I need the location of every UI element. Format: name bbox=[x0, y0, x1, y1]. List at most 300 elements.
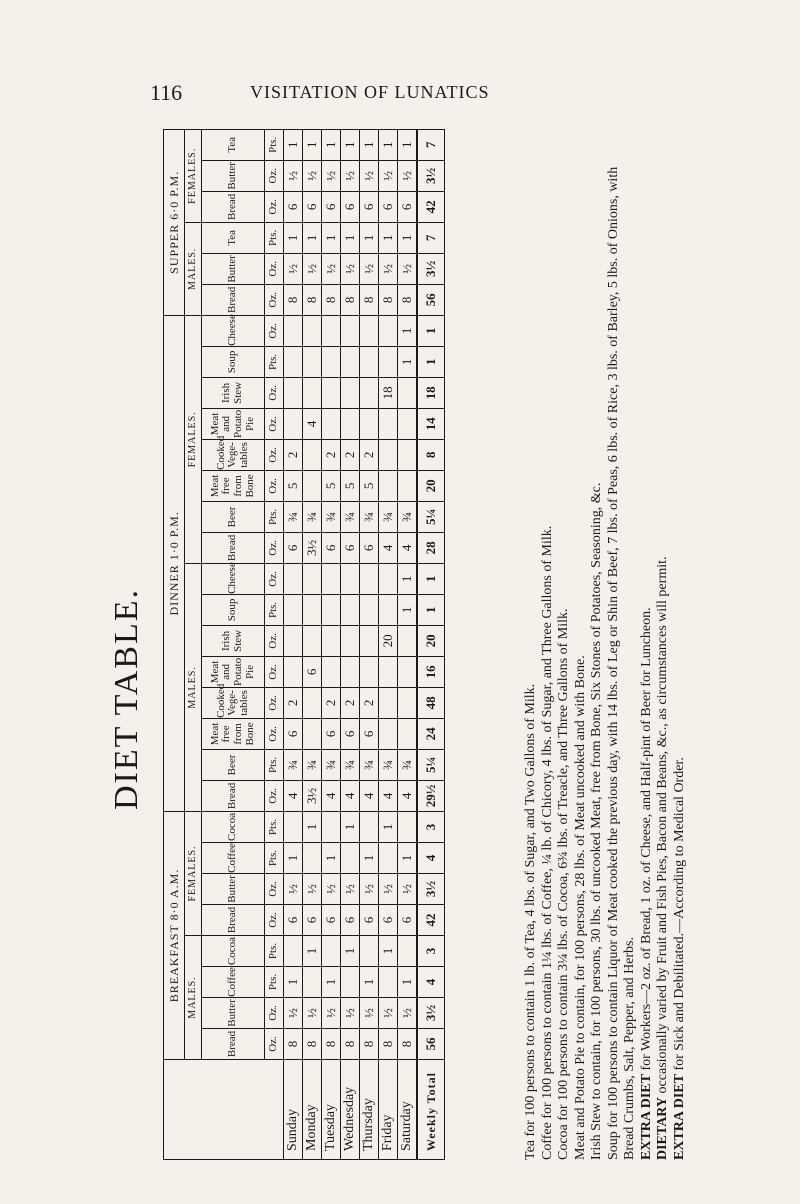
table-cell bbox=[341, 377, 360, 408]
weekly-total-cell: 42 bbox=[417, 191, 445, 222]
item-header: Bread bbox=[202, 532, 265, 563]
table-cell: ½ bbox=[360, 874, 379, 905]
table-cell: ½ bbox=[284, 253, 303, 284]
weekly-total-cell: 28 bbox=[417, 532, 445, 563]
table-cell: 6 bbox=[284, 718, 303, 749]
item-header: Soup bbox=[202, 346, 265, 377]
weekly-total-cell: 24 bbox=[417, 718, 445, 749]
unit-header: Oz. bbox=[265, 160, 284, 191]
item-header: Butter bbox=[202, 253, 265, 284]
note-text: occasionally varied by Fruit and Fish Pies, Bacon and Beans, &c., as circumstances will permit. bbox=[655, 556, 670, 1094]
unit-header: Oz. bbox=[265, 625, 284, 656]
table-cell: 2 bbox=[322, 439, 341, 470]
table-cell bbox=[360, 811, 379, 842]
table-cell: 5 bbox=[341, 470, 360, 501]
table-cell: 6 bbox=[398, 191, 418, 222]
table-cell: 1 bbox=[341, 129, 360, 160]
table-cell: 18 bbox=[379, 377, 398, 408]
table-cell: 2 bbox=[341, 687, 360, 718]
table-cell bbox=[322, 377, 341, 408]
table-cell: 1 bbox=[341, 222, 360, 253]
table-cell bbox=[322, 656, 341, 687]
meal-header: BREAKFAST 8·0 A.M. bbox=[164, 811, 185, 1059]
table-cell: 6 bbox=[322, 191, 341, 222]
table-cell: 5 bbox=[360, 470, 379, 501]
note-label: EXTRA DIET bbox=[671, 1074, 687, 1160]
table-cell bbox=[398, 625, 418, 656]
diet-note bbox=[672, 130, 689, 1160]
sex-header: FEMALES. bbox=[185, 315, 202, 563]
table-cell: 6 bbox=[379, 905, 398, 936]
table-cell: 4 bbox=[360, 780, 379, 811]
table-row bbox=[341, 129, 360, 1159]
table-cell bbox=[360, 563, 379, 594]
table-cell bbox=[341, 967, 360, 998]
weekly-total-label: Weekly Total bbox=[417, 1060, 445, 1160]
item-header: Soup bbox=[202, 594, 265, 625]
table-cell: ¾ bbox=[303, 749, 322, 780]
table-cell: ½ bbox=[284, 160, 303, 191]
unit-header: Pts. bbox=[265, 749, 284, 780]
sex-header: MALES. bbox=[185, 563, 202, 811]
table-cell bbox=[398, 936, 418, 967]
weekly-total-cell: 3½ bbox=[417, 253, 445, 284]
item-header: Bread bbox=[202, 1029, 265, 1060]
table-cell: 4 bbox=[341, 780, 360, 811]
table-row bbox=[398, 129, 418, 1159]
note-text: Cocoa for 100 persons to contain 3¼ lbs. of Cocoa, 6¾ lbs. of Treacle, and Three Gallons of Milk. bbox=[556, 608, 571, 1160]
table-cell: ½ bbox=[379, 998, 398, 1029]
table-cell bbox=[398, 718, 418, 749]
table-cell: 8 bbox=[398, 1029, 418, 1060]
table-cell: ½ bbox=[341, 874, 360, 905]
table-cell: ½ bbox=[360, 253, 379, 284]
table-cell: 4 bbox=[398, 780, 418, 811]
table-cell bbox=[322, 594, 341, 625]
table-cell: 8 bbox=[398, 284, 418, 315]
table-cell: 8 bbox=[379, 1029, 398, 1060]
unit-header: Pts. bbox=[265, 222, 284, 253]
table-cell: 4 bbox=[379, 532, 398, 563]
table-cell: ¾ bbox=[379, 501, 398, 532]
item-header: Irish Stew bbox=[202, 625, 265, 656]
table-cell: 1 bbox=[284, 222, 303, 253]
table-cell: 1 bbox=[303, 129, 322, 160]
table-cell: ½ bbox=[303, 874, 322, 905]
weekly-total-cell: 5¼ bbox=[417, 501, 445, 532]
item-header: Beer bbox=[202, 501, 265, 532]
weekly-total-cell: 4 bbox=[417, 967, 445, 998]
unit-header: Pts. bbox=[265, 346, 284, 377]
table-cell: 5 bbox=[322, 470, 341, 501]
table-cell: 5 bbox=[284, 470, 303, 501]
weekly-total-cell: 20 bbox=[417, 470, 445, 501]
weekly-total-cell: 1 bbox=[417, 346, 445, 377]
page-number: 116 bbox=[150, 80, 183, 105]
note-label: DIETARY bbox=[655, 1096, 670, 1160]
table-cell bbox=[379, 656, 398, 687]
item-header: Meat and Potato Pie bbox=[202, 408, 265, 439]
table-cell: 2 bbox=[341, 439, 360, 470]
weekly-total-cell: 14 bbox=[417, 408, 445, 439]
table-cell bbox=[284, 811, 303, 842]
table-cell bbox=[322, 408, 341, 439]
table-cell: 6 bbox=[360, 191, 379, 222]
table-cell: ¾ bbox=[341, 749, 360, 780]
table-cell: ½ bbox=[284, 874, 303, 905]
day-label: Friday bbox=[379, 1060, 398, 1160]
table-cell: 8 bbox=[284, 284, 303, 315]
sex-header: FEMALES. bbox=[185, 129, 202, 222]
table-cell: 1 bbox=[341, 811, 360, 842]
table-cell: ½ bbox=[341, 160, 360, 191]
table-cell: 6 bbox=[360, 718, 379, 749]
table-cell: ½ bbox=[322, 160, 341, 191]
sex-header: MALES. bbox=[185, 222, 202, 315]
day-label: Tuesday bbox=[322, 1060, 341, 1160]
unit-header: Oz. bbox=[265, 377, 284, 408]
unit-header: Oz. bbox=[265, 718, 284, 749]
table-cell: 1 bbox=[284, 129, 303, 160]
unit-header: Pts. bbox=[265, 843, 284, 874]
day-label: Monday bbox=[303, 1060, 322, 1160]
table-cell: ½ bbox=[379, 874, 398, 905]
meal-header: DINNER 1·0 P.M. bbox=[164, 315, 185, 811]
table-cell bbox=[398, 470, 418, 501]
table-cell: ½ bbox=[284, 998, 303, 1029]
day-label: Sunday bbox=[284, 1060, 303, 1160]
table-cell bbox=[303, 687, 322, 718]
diet-table bbox=[163, 129, 445, 1160]
table-cell: 3½ bbox=[303, 780, 322, 811]
table-cell: 2 bbox=[322, 687, 341, 718]
table-cell: 8 bbox=[341, 284, 360, 315]
table-cell: 4 bbox=[303, 408, 322, 439]
diet-note bbox=[655, 130, 672, 1160]
weekly-total-cell: 16 bbox=[417, 656, 445, 687]
unit-header: Pts. bbox=[265, 501, 284, 532]
note-text: Meat and Potato Pie to contain, for 100 persons, 28 lbs. of Meat uncooked and with Bone. bbox=[572, 655, 588, 1160]
item-header: Cocoa bbox=[202, 811, 265, 842]
diet-note bbox=[573, 130, 590, 1160]
table-cell: ½ bbox=[322, 253, 341, 284]
table-cell bbox=[284, 625, 303, 656]
running-title: VISITATION OF LUNATICS bbox=[250, 82, 490, 102]
table-cell: ¾ bbox=[360, 501, 379, 532]
table-cell bbox=[322, 346, 341, 377]
table-cell bbox=[303, 718, 322, 749]
table-cell: ½ bbox=[398, 998, 418, 1029]
unit-header: Pts. bbox=[265, 594, 284, 625]
weekly-total-cell: 3½ bbox=[417, 874, 445, 905]
table-cell bbox=[341, 625, 360, 656]
unit-header: Oz. bbox=[265, 998, 284, 1029]
table-cell: 3½ bbox=[303, 532, 322, 563]
weekly-total-cell: 42 bbox=[417, 905, 445, 936]
table-cell: ½ bbox=[303, 998, 322, 1029]
table-cell: 1 bbox=[379, 129, 398, 160]
table-cell: 8 bbox=[322, 284, 341, 315]
table-cell: 2 bbox=[284, 439, 303, 470]
item-header: Cooked Vege-tables bbox=[202, 439, 265, 470]
sex-header: FEMALES. bbox=[185, 811, 202, 935]
item-header: Cooked Vege-tables bbox=[202, 687, 265, 718]
weekly-total-cell: 7 bbox=[417, 129, 445, 160]
unit-header: Oz. bbox=[265, 563, 284, 594]
table-cell: 1 bbox=[398, 843, 418, 874]
table-cell bbox=[379, 843, 398, 874]
item-header: Cheese bbox=[202, 563, 265, 594]
table-cell: ¾ bbox=[322, 749, 341, 780]
table-cell: 6 bbox=[360, 532, 379, 563]
item-header: Tea bbox=[202, 222, 265, 253]
table-row bbox=[322, 129, 341, 1159]
weekly-total-cell: 3 bbox=[417, 811, 445, 842]
table-cell bbox=[341, 346, 360, 377]
weekly-total-cell: 7 bbox=[417, 222, 445, 253]
table-cell: 1 bbox=[398, 129, 418, 160]
table-cell: 6 bbox=[341, 905, 360, 936]
table-cell: 1 bbox=[379, 222, 398, 253]
table-cell bbox=[284, 346, 303, 377]
table-cell: 1 bbox=[360, 222, 379, 253]
day-column-header bbox=[164, 1060, 284, 1160]
table-cell bbox=[379, 563, 398, 594]
table-cell bbox=[341, 315, 360, 346]
table-cell bbox=[379, 594, 398, 625]
weekly-total-cell: 3½ bbox=[417, 160, 445, 191]
table-cell: 6 bbox=[379, 191, 398, 222]
weekly-total-cell: 5¼ bbox=[417, 749, 445, 780]
unit-header: Pts. bbox=[265, 129, 284, 160]
diet-note bbox=[589, 130, 606, 1160]
diet-note bbox=[556, 130, 573, 1160]
weekly-total-cell: 1 bbox=[417, 594, 445, 625]
note-text: for Workers—2 oz. of Bread, 1 oz. of Cheese, and Half-pint of Beer for Luncheon. bbox=[638, 607, 654, 1071]
table-cell bbox=[379, 718, 398, 749]
table-cell: 6 bbox=[360, 905, 379, 936]
weekly-total-cell: 18 bbox=[417, 377, 445, 408]
table-cell bbox=[360, 377, 379, 408]
table-cell: 1 bbox=[398, 346, 418, 377]
weekly-total-cell: 29½ bbox=[417, 780, 445, 811]
table-cell bbox=[284, 594, 303, 625]
weekly-total-cell: 3½ bbox=[417, 998, 445, 1029]
table-cell bbox=[398, 656, 418, 687]
item-header: Cocoa bbox=[202, 936, 265, 967]
table-cell: ½ bbox=[322, 874, 341, 905]
day-label: Saturday bbox=[398, 1060, 418, 1160]
table-cell bbox=[303, 594, 322, 625]
diet-note bbox=[639, 130, 656, 1160]
table-cell: ¾ bbox=[322, 501, 341, 532]
table-cell bbox=[360, 656, 379, 687]
table-cell bbox=[379, 439, 398, 470]
table-cell: 1 bbox=[284, 967, 303, 998]
table-cell: ½ bbox=[341, 998, 360, 1029]
item-header: Butter bbox=[202, 160, 265, 191]
item-header: Meat free from Bone bbox=[202, 470, 265, 501]
diet-note bbox=[540, 130, 557, 1160]
unit-header: Oz. bbox=[265, 905, 284, 936]
diet-notes bbox=[523, 130, 688, 1160]
table-cell: 8 bbox=[303, 284, 322, 315]
table-cell bbox=[284, 315, 303, 346]
table-cell: ½ bbox=[398, 874, 418, 905]
table-cell bbox=[341, 656, 360, 687]
item-header: Bread bbox=[202, 191, 265, 222]
table-cell: 1 bbox=[398, 315, 418, 346]
table-cell: 2 bbox=[360, 439, 379, 470]
table-cell bbox=[322, 625, 341, 656]
table-cell: 6 bbox=[322, 718, 341, 749]
weekly-total-cell: 3 bbox=[417, 936, 445, 967]
table-cell bbox=[284, 563, 303, 594]
item-header: Coffee bbox=[202, 967, 265, 998]
weekly-total-cell: 8 bbox=[417, 439, 445, 470]
table-cell: ½ bbox=[360, 998, 379, 1029]
table-row bbox=[379, 129, 398, 1159]
table-cell bbox=[398, 377, 418, 408]
table-cell: ¾ bbox=[379, 749, 398, 780]
item-header: Bread bbox=[202, 780, 265, 811]
table-cell: 1 bbox=[398, 563, 418, 594]
table-cell: 1 bbox=[398, 594, 418, 625]
table-cell bbox=[341, 408, 360, 439]
table-cell: ¾ bbox=[341, 501, 360, 532]
item-header: Coffee bbox=[202, 843, 265, 874]
table-cell: 1 bbox=[379, 936, 398, 967]
unit-header: Pts. bbox=[265, 811, 284, 842]
table-cell bbox=[379, 315, 398, 346]
table-cell: ¾ bbox=[284, 749, 303, 780]
table-cell bbox=[360, 625, 379, 656]
table-cell: 1 bbox=[322, 967, 341, 998]
meal-header: SUPPER 6·0 P.M. bbox=[164, 129, 185, 315]
unit-header: Oz. bbox=[265, 253, 284, 284]
table-cell: 1 bbox=[322, 222, 341, 253]
table-cell: ½ bbox=[303, 160, 322, 191]
table-cell: 4 bbox=[398, 532, 418, 563]
unit-header: Pts. bbox=[265, 967, 284, 998]
weekly-total-cell: 1 bbox=[417, 563, 445, 594]
table-cell bbox=[379, 687, 398, 718]
table-cell: ¾ bbox=[284, 501, 303, 532]
item-header: Cheese bbox=[202, 315, 265, 346]
diet-note bbox=[606, 130, 639, 1160]
day-label: Wednesday bbox=[341, 1060, 360, 1160]
table-cell: ¾ bbox=[398, 501, 418, 532]
note-text: for Sick and Debilitated.—According to Medical Order. bbox=[671, 757, 687, 1071]
table-cell: 8 bbox=[322, 1029, 341, 1060]
table-cell bbox=[379, 346, 398, 377]
unit-header: Oz. bbox=[265, 687, 284, 718]
table-cell bbox=[303, 843, 322, 874]
table-cell: 1 bbox=[398, 222, 418, 253]
table-cell bbox=[303, 967, 322, 998]
diet-note bbox=[523, 130, 540, 1160]
table-cell bbox=[341, 563, 360, 594]
table-cell: ½ bbox=[398, 253, 418, 284]
table-cell: 20 bbox=[379, 625, 398, 656]
table-cell: 8 bbox=[341, 1029, 360, 1060]
table-cell bbox=[303, 315, 322, 346]
day-label: Thursday bbox=[360, 1060, 379, 1160]
table-cell: 6 bbox=[341, 718, 360, 749]
item-header: Beer bbox=[202, 749, 265, 780]
unit-header: Oz. bbox=[265, 780, 284, 811]
table-cell: 6 bbox=[322, 532, 341, 563]
table-cell: 6 bbox=[322, 905, 341, 936]
table-cell: 1 bbox=[360, 129, 379, 160]
table-cell bbox=[341, 594, 360, 625]
table-cell: 2 bbox=[360, 687, 379, 718]
table-cell: 6 bbox=[303, 656, 322, 687]
item-header: Bread bbox=[202, 284, 265, 315]
table-cell bbox=[360, 936, 379, 967]
table-cell: 1 bbox=[360, 967, 379, 998]
rotated-page bbox=[108, 130, 718, 1160]
unit-header: Oz. bbox=[265, 408, 284, 439]
unit-header: Oz. bbox=[265, 315, 284, 346]
weekly-total-cell: 56 bbox=[417, 284, 445, 315]
table-cell: 1 bbox=[303, 936, 322, 967]
table-cell: 6 bbox=[303, 191, 322, 222]
note-label: EXTRA DIET bbox=[638, 1074, 654, 1160]
weekly-total-cell: 56 bbox=[417, 1029, 445, 1060]
table-cell bbox=[398, 687, 418, 718]
unit-header: Pts. bbox=[265, 936, 284, 967]
table-cell: ½ bbox=[379, 160, 398, 191]
unit-header: Oz. bbox=[265, 656, 284, 687]
table-cell: 6 bbox=[398, 905, 418, 936]
table-cell: 1 bbox=[398, 967, 418, 998]
table-cell: ½ bbox=[398, 160, 418, 191]
note-text: Coffee for 100 persons to contain 1¼ lbs. of Coffee, ¼ lb. of Chicory, 4 lbs. of Sugar, and Three Gallons of Milk. bbox=[539, 525, 555, 1160]
item-header: Butter bbox=[202, 874, 265, 905]
table-cell bbox=[379, 967, 398, 998]
table-cell: 8 bbox=[379, 284, 398, 315]
table-cell bbox=[303, 470, 322, 501]
table-cell bbox=[303, 377, 322, 408]
table-cell: 4 bbox=[379, 780, 398, 811]
unit-header: Oz. bbox=[265, 874, 284, 905]
item-header: Irish Stew bbox=[202, 377, 265, 408]
weekly-total-cell: 20 bbox=[417, 625, 445, 656]
diet-table-title: DIET TABLE. bbox=[108, 588, 145, 810]
table-cell: ¾ bbox=[360, 749, 379, 780]
table-cell: 1 bbox=[322, 129, 341, 160]
table-cell: ½ bbox=[341, 253, 360, 284]
item-header: Meat and Potato Pie bbox=[202, 656, 265, 687]
table-cell: ¾ bbox=[303, 501, 322, 532]
table-cell bbox=[360, 594, 379, 625]
table-cell bbox=[284, 408, 303, 439]
item-header: Tea bbox=[202, 129, 265, 160]
table-cell: 6 bbox=[303, 905, 322, 936]
unit-header: Oz. bbox=[265, 191, 284, 222]
table-cell bbox=[360, 346, 379, 377]
table-cell bbox=[322, 563, 341, 594]
note-text: Irish Stew to contain, for 100 persons, 30 lbs. of uncooked Meat, free from Bone, Six Stones of Potatoes, Seasoning, &c. bbox=[589, 482, 604, 1160]
table-cell: 8 bbox=[360, 284, 379, 315]
table-cell: 8 bbox=[303, 1029, 322, 1060]
diet-table-container bbox=[163, 130, 508, 1160]
table-cell: 1 bbox=[303, 811, 322, 842]
table-cell bbox=[379, 470, 398, 501]
table-row bbox=[360, 129, 379, 1159]
weekly-total-cell: 48 bbox=[417, 687, 445, 718]
